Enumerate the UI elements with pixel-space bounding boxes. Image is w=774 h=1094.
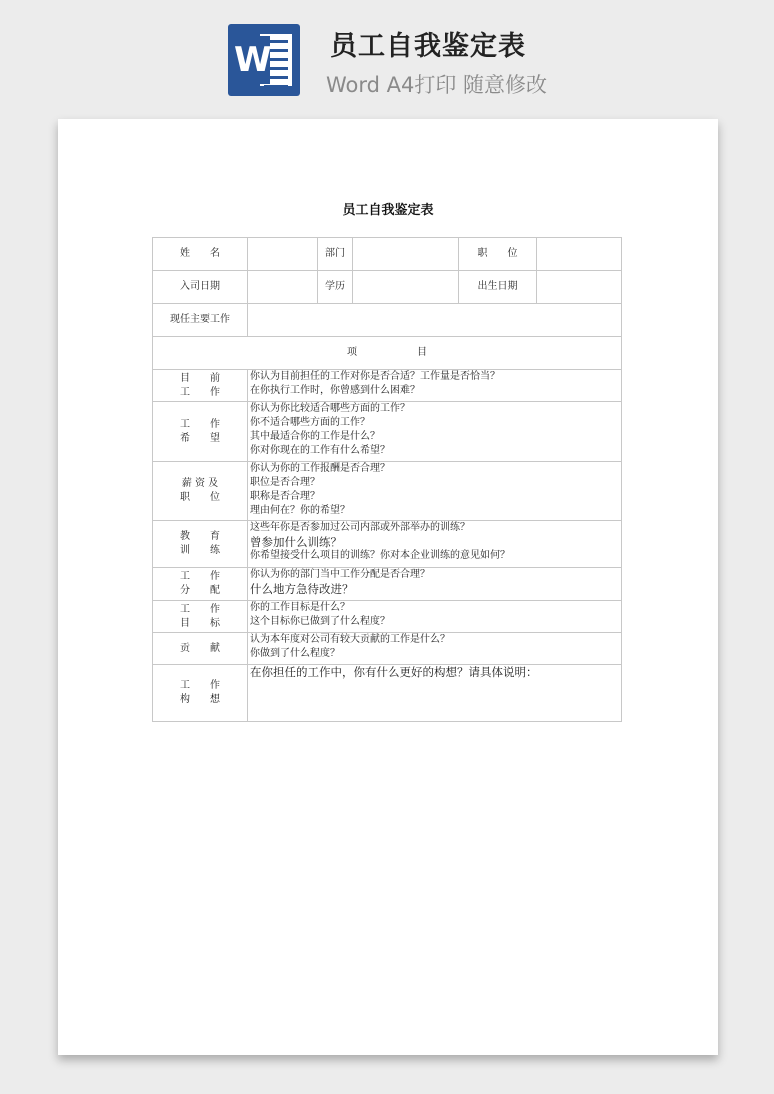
item-row [153, 568, 622, 601]
department-field[interactable] [353, 238, 459, 271]
section-header: 项 目 [153, 337, 622, 370]
hire-date-label: 入司日期 [153, 271, 248, 304]
question-line: 你认为你的工作报酬是否合理？ [250, 463, 390, 474]
current-job-row [153, 304, 622, 337]
item-label-line: 工 作 [180, 418, 220, 430]
header-row-2 [153, 271, 622, 304]
item-label [153, 370, 248, 402]
section-header-row [153, 337, 622, 370]
birth-date-label: 出生日期 [459, 271, 537, 304]
item-row [153, 601, 622, 633]
banner-title: 员工自我鉴定表 [330, 31, 526, 62]
item-row [153, 521, 622, 568]
item-label-line: 分 配 [180, 585, 220, 596]
item-questions[interactable] [248, 665, 622, 722]
question-line: 在你执行工作时，你曾感到什么困难？ [250, 385, 420, 396]
name-field[interactable] [248, 238, 318, 271]
item-label-line: 训 练 [180, 545, 220, 556]
current-job-label: 现任主要工作 [153, 304, 248, 337]
education-label: 学历 [318, 271, 353, 304]
question-line: 职称是否合理？ [250, 491, 320, 502]
item-label-line: 希 望 [180, 432, 220, 444]
item-label [153, 633, 248, 665]
template-banner [0, 0, 774, 118]
item-label [153, 665, 248, 722]
question-line: 曾参加什么训练？ [250, 535, 342, 549]
question-line: 理由何在？你的希望？ [250, 505, 350, 516]
word-document-icon [228, 24, 300, 96]
word-letter: W [234, 36, 270, 84]
question-line: 你不适合哪些方面的工作？ [250, 417, 370, 428]
document-page [58, 119, 718, 1055]
document-title: 员工自我鉴定表 [342, 203, 434, 218]
item-questions[interactable] [248, 633, 622, 665]
banner-subtitle: Word A4打印 随意修改 [326, 73, 548, 97]
item-questions[interactable] [248, 462, 622, 521]
question-line: 你的工作目标是什么？ [250, 602, 350, 613]
question-line: 职位是否合理？ [250, 477, 320, 488]
item-row [153, 402, 622, 462]
item-label [153, 601, 248, 633]
question-line: 你认为目前担任的工作对你是否合适？工作量是否恰当？ [250, 371, 500, 382]
question-line: 在你担任的工作中，你有什么更好的构想？请具体说明： [250, 665, 538, 679]
item-row [153, 370, 622, 402]
item-label-line: 工 作 [180, 680, 220, 691]
department-label: 部门 [318, 238, 353, 271]
question-line: 你对你现在的工作有什么希望？ [250, 445, 390, 456]
question-line: 你认为你比较适合哪些方面的工作？ [250, 403, 410, 414]
item-label-line: 职 位 [180, 492, 220, 503]
item-label [153, 521, 248, 568]
appraisal-form-table [152, 237, 622, 722]
question-line: 你认为你的部门当中工作分配是否合理？ [250, 569, 430, 580]
header-row-1 [153, 238, 622, 271]
item-label-line: 薪 资 及 [181, 478, 219, 489]
item-questions[interactable] [248, 601, 622, 633]
question-line: 这些年你是否参加过公司内部或外部举办的训练？ [250, 522, 470, 533]
item-label-line: 工 作 [180, 603, 220, 615]
question-line: 认为本年度对公司有较大贡献的工作是什么？ [250, 634, 450, 645]
question-line: 其中最适合你的工作是什么？ [250, 431, 380, 442]
item-label [153, 402, 248, 462]
hire-date-field[interactable] [248, 271, 318, 304]
item-label-line: 工 作 [180, 571, 220, 582]
item-label-line: 工 作 [180, 386, 220, 398]
current-job-field[interactable] [248, 304, 622, 337]
question-line: 这个目标你已做到了什么程度？ [250, 616, 390, 627]
question-line: 你做到了什么程度？ [250, 648, 340, 659]
item-label-line: 教 育 [180, 531, 220, 542]
position-field[interactable] [537, 238, 622, 271]
item-label-line: 构 想 [180, 694, 220, 705]
item-questions[interactable] [248, 568, 622, 601]
position-label: 职 位 [459, 238, 537, 271]
item-label [153, 568, 248, 601]
item-label [153, 462, 248, 521]
education-field[interactable] [353, 271, 459, 304]
item-questions[interactable] [248, 370, 622, 402]
item-row [153, 462, 622, 521]
item-label-line: 目 前 [180, 372, 220, 384]
item-row [153, 665, 622, 722]
item-label-line: 目 标 [180, 617, 220, 629]
birth-date-field[interactable] [537, 271, 622, 304]
item-questions[interactable] [248, 402, 622, 462]
item-questions[interactable] [248, 521, 622, 568]
name-label: 姓 名 [153, 238, 248, 271]
question-line: 你希望接受什么项目的训练？你对本企业训练的意见如何？ [250, 550, 510, 561]
item-label-line: 贡 献 [180, 642, 220, 654]
item-row [153, 633, 622, 665]
question-line: 什么地方急待改进？ [250, 582, 354, 596]
